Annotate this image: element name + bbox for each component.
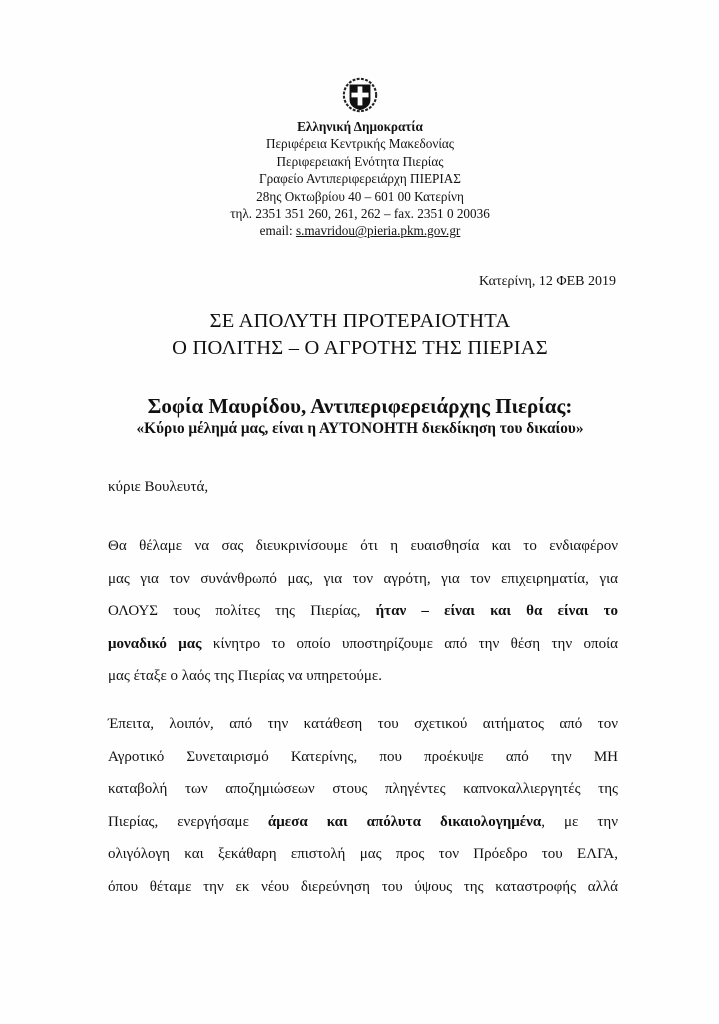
headline-line-1: ΣΕ ΑΠΟΛΥΤΗ ΠΡΟΤΕΡΑΙΟΤΗΤΑ [209, 310, 511, 332]
letterhead-org: Ελληνική Δημοκρατία [297, 119, 423, 134]
paragraph-text: ΟΛΟΥΣ τους πολίτες της Πιερίας, [108, 603, 376, 620]
paragraph-text: Πιερίας, ενεργήσαμε [108, 813, 268, 830]
letterhead [160, 118, 560, 240]
subtitle-name: Σοφία Μαυρίδου, Αντιπεριφερειάρχης Πιερίας: [147, 394, 573, 418]
paragraph-emphasis: μοναδικό μας [108, 635, 202, 652]
greek-coat-of-arms-icon [341, 76, 379, 114]
letterhead-unit: Περιφερειακή Ενότητα Πιερίας [276, 153, 444, 169]
paragraph-line: καταβολή των αποζημιώσεων στους πληγέντες καπνοκαλλιεργητές της [108, 781, 618, 798]
email-label: email: [259, 223, 296, 239]
paragraph-line: μας για τον συνάνθρωπό μας, για τον αγρότη, για τον επιχειρηματία, για [108, 570, 618, 587]
paragraph-line [108, 595, 618, 628]
paragraph-line [108, 628, 618, 661]
letterhead-region: Περιφέρεια Κεντρικής Μακεδονίας [266, 136, 454, 152]
paragraph-line: Αγροτικό Συνεταιρισμό Κατερίνης, που προέκυψε από την ΜΗ [108, 748, 618, 765]
subtitle-quote: «Κύριο μέλημά μας, είναι η ΑΥΤΟΝΟΗΤΗ διεκδίκηση του δικαίου» [136, 420, 584, 437]
paragraph-line [108, 806, 618, 839]
email-link[interactable]: s.mavridou@pieria.pkm.gov.gr [295, 223, 461, 239]
letterhead-address: 28ης Οκτωβρίου 40 – 601 00 Κατερίνη [256, 188, 464, 204]
paragraph-2 [108, 708, 618, 904]
document-date: Κατερίνη, 12 ΦΕΒ 2019 [479, 274, 616, 289]
paragraph-line: όπου θέταμε την εκ νέου διερεύνηση του ύψους της καταστροφής αλλά [108, 878, 618, 895]
headline-line-2: Ο ΠΟΛΙΤΗΣ – Ο ΑΓΡΟΤΗΣ ΤΗΣ ΠΙΕΡΙΑΣ [172, 337, 548, 359]
paragraph-line: Θα θέλαμε να σας διευκρινίσουμε ότι η ευαισθησία και το ενδιαφέρον [108, 538, 618, 554]
salutation: κύριε Βουλευτά, [108, 479, 209, 495]
paragraph-line: ολιγόλογη και ξεκάθαρη επιστολή μας προς τον Πρόεδρο του ΕΛΓΑ, [108, 846, 618, 863]
paragraph-line: μας έταξε ο λαός της Πιερίας να υπηρετούμε. [108, 668, 382, 685]
paragraph-line: Έπειτα, λοιπόν, από την κατάθεση του σχετικού αιτήματος από τον [108, 716, 618, 732]
letterhead-email-line [160, 222, 560, 239]
headline [100, 308, 620, 362]
letterhead-office: Γραφείο Αντιπεριφερειάρχη ΠΙΕΡΙΑΣ [259, 171, 461, 187]
paragraph-emphasis: άμεσα και απόλυτα δικαιολογημένα [267, 813, 542, 830]
subtitle [90, 393, 630, 439]
paragraph-text: κίνητρο το οποίο υποστηρίζουμε από την θέση την οποία [201, 635, 618, 652]
letterhead-phone: τηλ. 2351 351 260, 261, 262 – fax. 2351 0 20036 [230, 206, 490, 222]
paragraph-text: , με την [541, 813, 618, 830]
paragraph-1 [108, 530, 618, 693]
paragraph-emphasis: ήταν – είναι και θα είναι το [375, 603, 618, 620]
